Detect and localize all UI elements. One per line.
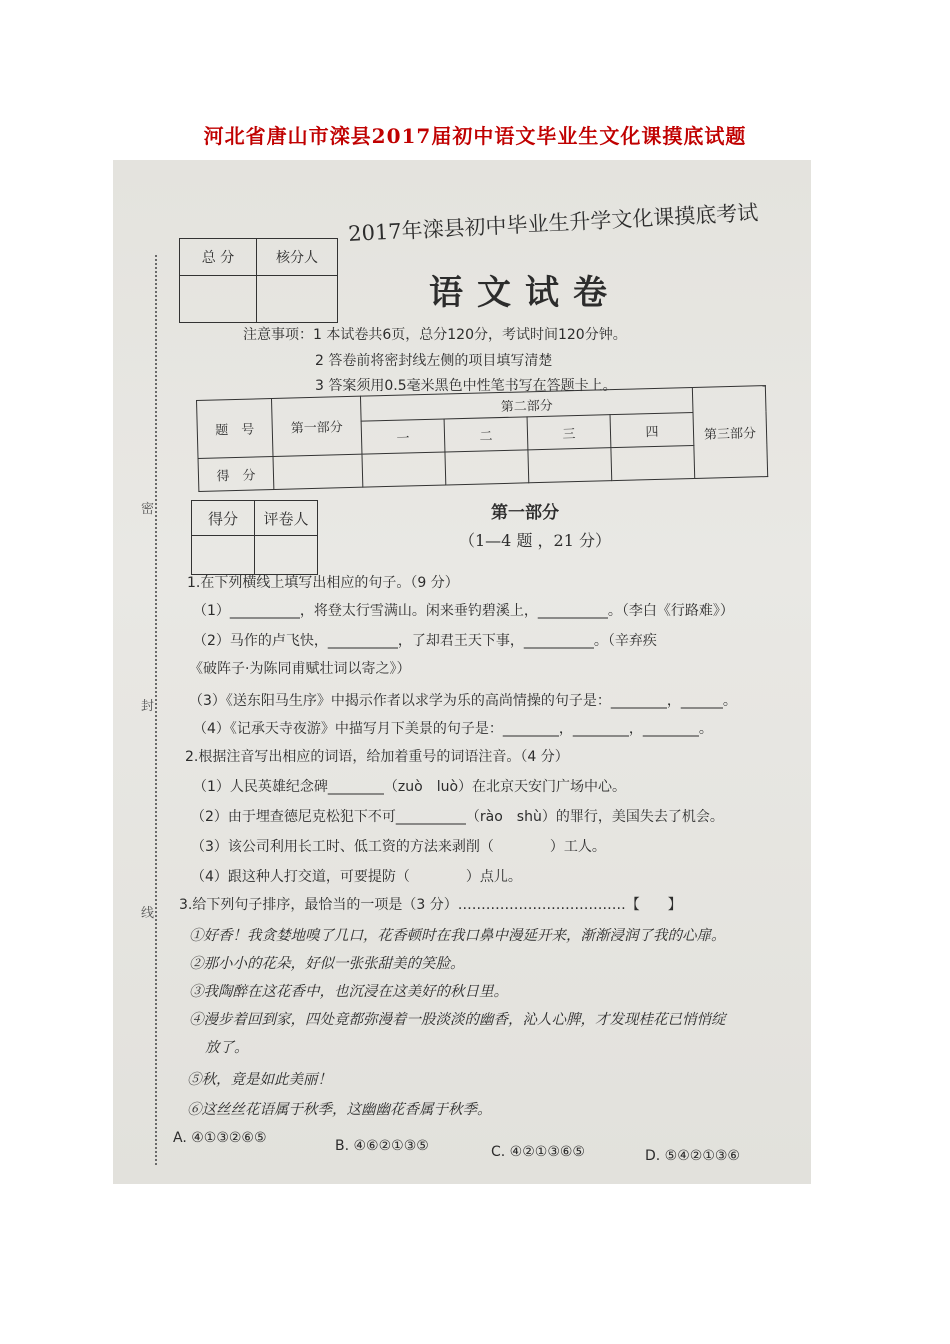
score-cell-4	[611, 445, 695, 480]
part-one-title: 第一部分	[491, 503, 559, 523]
score-cell-3	[528, 448, 612, 483]
q2-line-2: （2）由于埋查德尼克松犯下不可__________（rào shù）的罪行，美国失去了机会。	[191, 809, 724, 825]
q1-line-4: （3）《送东阳马生序》中揭示作者以求学为乐的高尚情操的句子是：________，______。	[189, 693, 737, 709]
q2-stem: 2.根据注音写出相应的词语，给加着重号的词语注音。（4 分）	[185, 749, 569, 765]
q2-line-4: （4）跟这种人打交道，可要提防（ ）点儿。	[191, 869, 522, 885]
exam-photo	[113, 160, 811, 1184]
q3-sentence-5: ⑤秋，竟是如此美丽！	[187, 1072, 332, 1088]
document-title: 河北省唐山市滦县2017届初中语文毕业生文化课摸底试题	[203, 124, 747, 148]
score-cell-1	[362, 452, 446, 487]
part-one-subtitle: （1—4 题 ，21 分）	[459, 531, 611, 550]
checker-cell	[257, 276, 338, 323]
option-c: C. ④②①③⑥⑤	[491, 1144, 585, 1160]
notice-2: 2 答卷前将密封线左侧的项目填写清楚	[315, 353, 553, 369]
section-2: 二	[444, 417, 528, 452]
score-cell-2	[445, 450, 529, 485]
binding-mark-3: 线	[141, 906, 155, 921]
part-one-header: 第一部分	[271, 396, 361, 456]
total-cell	[180, 276, 257, 323]
option-d: D. ⑤④②①③⑥	[645, 1148, 740, 1164]
q1-line-2: （2）马作的卢飞快，__________，了却君王天下事，__________。（辛弃疾	[193, 633, 657, 649]
binding-mark-1: 密	[141, 502, 155, 517]
score-label: 得 分	[198, 457, 274, 492]
q3-sentence-4-cont: 放了。	[205, 1040, 249, 1056]
q1-line-3: 《破阵子·为陈同甫赋壮词以寄之》）	[189, 661, 411, 677]
q1-line-1: （1）__________，将登太行雪满山。闲来垂钓碧溪上，__________。（李白《行路难》）	[193, 603, 734, 619]
binding-line	[155, 255, 157, 1165]
reviewer-label: 评卷人	[255, 501, 318, 536]
section-3: 三	[527, 415, 611, 450]
section-1: 一	[361, 419, 445, 454]
reviewer-box	[191, 500, 318, 575]
q2-line-3: （3）该公司利用长工时、低工资的方法来剥削（ ）工人。	[191, 839, 606, 855]
grade-table	[196, 385, 768, 492]
subject-title: 语文试卷	[429, 273, 621, 313]
checker-label: 核分人	[257, 239, 338, 276]
reviewer-score-cell	[192, 536, 255, 575]
part-two-header: 第二部分	[360, 388, 693, 422]
q3-sentence-2: ②那小小的花朵，好似一张张甜美的笑脸。	[189, 956, 465, 972]
notice-1: 注意事项：1 本试卷共6页，总分120分，考试时间120分钟。	[243, 327, 627, 343]
total-label: 总 分	[180, 239, 257, 276]
total-score-box	[179, 238, 338, 323]
reviewer-cell	[255, 536, 318, 575]
section-4: 四	[610, 412, 694, 447]
option-a: A. ④①③②⑥⑤	[173, 1130, 267, 1146]
q1-stem: 1.在下列横线上填写出相应的句子。（9 分）	[187, 575, 459, 591]
q3-sentence-1: ①好香！我贪婪地嗅了几口，花香顿时在我口鼻中漫延开来，渐渐浸润了我的心扉。	[189, 928, 726, 944]
binding-mark-2: 封	[141, 699, 155, 714]
part-three-header: 第三部分	[692, 386, 767, 479]
q3-stem: 3.给下列句子排序，最恰当的一项是（3 分）………………………………【 】	[179, 897, 682, 913]
q2-line-1: （1）人民英雄纪念碑________（zuò luò）在北京天安门广场中心。	[193, 779, 627, 795]
reviewer-score-label: 得分	[192, 501, 255, 536]
q3-sentence-3: ③我陶醉在这花香中，也沉浸在这美好的秋日里。	[189, 984, 508, 1000]
score-cell-part1	[273, 454, 363, 489]
exam-title: 2017年滦县初中毕业生升学文化课摸底考试	[347, 200, 759, 247]
option-b: B. ④⑥②①③⑤	[335, 1138, 429, 1154]
notice-3: 3 答案须用0.5毫米黑色中性笔书写在答题卡上。	[315, 378, 617, 394]
q3-sentence-4: ④漫步着回到家，四处竟都弥漫着一股淡淡的幽香，沁人心脾，才发现桂花已悄悄绽	[189, 1012, 726, 1028]
question-number-label: 题 号	[197, 399, 273, 459]
q3-sentence-6: ⑥这丝丝花语属于秋季，这幽幽花香属于秋季。	[187, 1102, 492, 1118]
q1-line-5: （4）《记承天寺夜游》中描写月下美景的句子是：________，________，________。	[193, 721, 713, 737]
